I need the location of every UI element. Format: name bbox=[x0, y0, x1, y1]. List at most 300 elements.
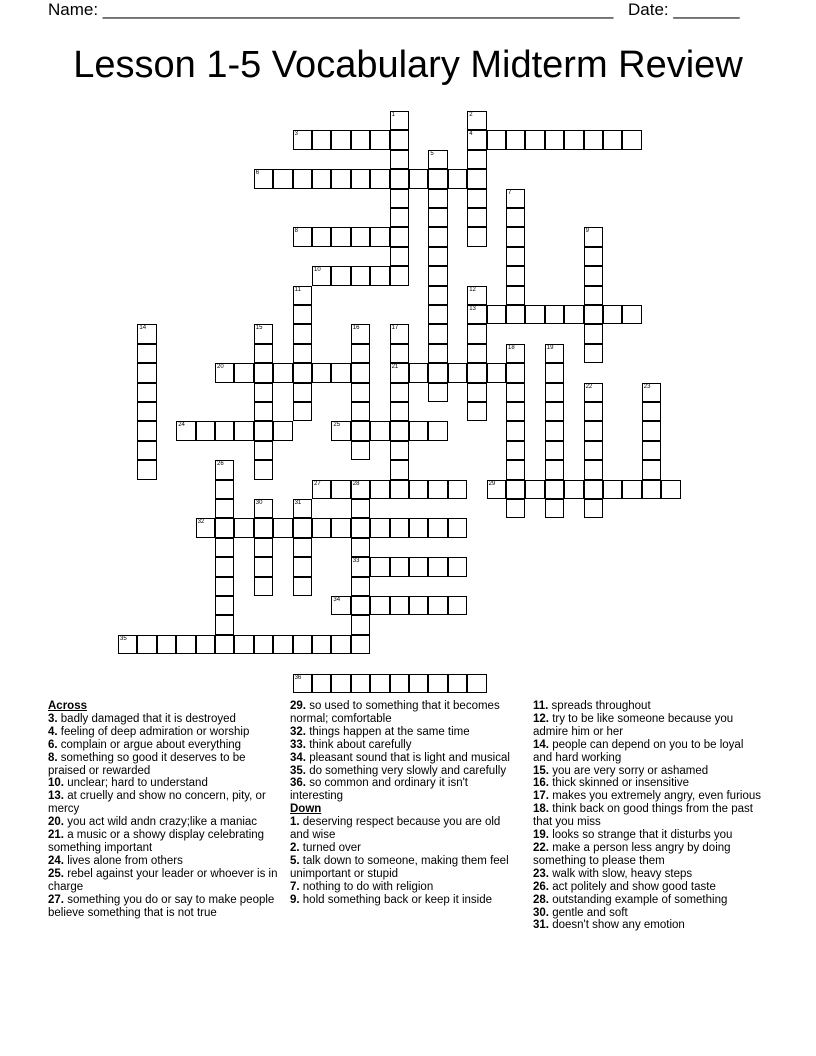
grid-cell[interactable] bbox=[390, 324, 409, 343]
clue-item bbox=[290, 881, 514, 894]
grid-cell[interactable] bbox=[584, 305, 603, 324]
grid-cell[interactable] bbox=[254, 363, 273, 382]
grid-cell[interactable] bbox=[584, 247, 603, 266]
grid-cell[interactable] bbox=[351, 169, 370, 188]
grid-cell[interactable] bbox=[467, 130, 486, 149]
grid-cell[interactable] bbox=[196, 421, 215, 440]
grid-cell[interactable] bbox=[370, 227, 389, 246]
grid-cell[interactable] bbox=[506, 286, 525, 305]
grid-cell[interactable] bbox=[293, 383, 312, 402]
grid-cell[interactable] bbox=[351, 538, 370, 557]
clue-number: 1. bbox=[290, 816, 300, 829]
grid-cell[interactable] bbox=[118, 635, 137, 654]
grid-cell[interactable] bbox=[525, 130, 544, 149]
grid-cell[interactable] bbox=[467, 150, 486, 169]
clue-number: 24. bbox=[48, 854, 64, 867]
clue-item bbox=[48, 739, 280, 752]
grid-cell[interactable] bbox=[331, 421, 350, 440]
grid-cell[interactable] bbox=[642, 480, 661, 499]
grid-cell[interactable] bbox=[293, 674, 312, 693]
grid-cell[interactable] bbox=[564, 305, 583, 324]
grid-cell[interactable] bbox=[428, 480, 447, 499]
grid-cell[interactable] bbox=[428, 363, 447, 382]
clue-number: 6. bbox=[48, 738, 58, 751]
grid-cell[interactable] bbox=[584, 441, 603, 460]
grid-cell[interactable] bbox=[273, 421, 292, 440]
grid-cell[interactable] bbox=[409, 169, 428, 188]
grid-cell[interactable] bbox=[273, 169, 292, 188]
grid-cell[interactable] bbox=[584, 480, 603, 499]
grid-cell[interactable] bbox=[137, 441, 156, 460]
grid-cell[interactable] bbox=[351, 130, 370, 149]
grid-cell[interactable] bbox=[312, 518, 331, 537]
grid-cell[interactable] bbox=[351, 518, 370, 537]
grid-cell[interactable] bbox=[603, 480, 622, 499]
grid-cell[interactable] bbox=[467, 189, 486, 208]
cell-number: 3 bbox=[294, 131, 298, 138]
grid-cell[interactable] bbox=[506, 208, 525, 227]
grid-cell[interactable] bbox=[351, 363, 370, 382]
grid-cell[interactable] bbox=[390, 383, 409, 402]
grid-cell[interactable] bbox=[137, 324, 156, 343]
grid-cell[interactable] bbox=[370, 421, 389, 440]
grid-cell[interactable] bbox=[254, 383, 273, 402]
grid-cell[interactable] bbox=[176, 635, 195, 654]
cell-number: 25 bbox=[333, 422, 341, 429]
clue-item bbox=[533, 739, 761, 765]
grid-cell[interactable] bbox=[215, 596, 234, 615]
grid-cell[interactable] bbox=[254, 344, 273, 363]
grid-cell[interactable] bbox=[409, 557, 428, 576]
grid-cell[interactable] bbox=[467, 402, 486, 421]
grid-cell[interactable] bbox=[390, 266, 409, 285]
grid-cell[interactable] bbox=[584, 286, 603, 305]
clue-text: make a person less angry by doing something to please them bbox=[533, 841, 731, 867]
grid-cell[interactable] bbox=[215, 615, 234, 634]
grid-cell[interactable] bbox=[351, 596, 370, 615]
grid-cell[interactable] bbox=[545, 460, 564, 479]
grid-cell[interactable] bbox=[545, 383, 564, 402]
grid-cell[interactable] bbox=[584, 383, 603, 402]
grid-cell[interactable] bbox=[545, 441, 564, 460]
grid-cell[interactable] bbox=[661, 480, 680, 499]
grid-cell[interactable] bbox=[642, 383, 661, 402]
clue-item bbox=[533, 700, 761, 713]
grid-cell[interactable] bbox=[584, 266, 603, 285]
clue-text: deserving respect because you are old and wise bbox=[290, 816, 501, 842]
grid-cell[interactable] bbox=[642, 402, 661, 421]
grid-cell[interactable] bbox=[603, 130, 622, 149]
grid-cell[interactable] bbox=[370, 674, 389, 693]
grid-cell[interactable] bbox=[157, 635, 176, 654]
grid-cell[interactable] bbox=[506, 421, 525, 440]
grid-cell[interactable] bbox=[448, 557, 467, 576]
grid-cell[interactable] bbox=[215, 480, 234, 499]
grid-cell[interactable] bbox=[428, 227, 447, 246]
grid-cell[interactable] bbox=[331, 480, 350, 499]
grid-cell[interactable] bbox=[351, 266, 370, 285]
clue-number: 25. bbox=[48, 867, 64, 880]
grid-cell[interactable] bbox=[584, 421, 603, 440]
grid-cell[interactable] bbox=[137, 383, 156, 402]
grid-cell[interactable] bbox=[176, 421, 195, 440]
clue-number: 23. bbox=[533, 867, 549, 880]
grid-cell[interactable] bbox=[603, 305, 622, 324]
grid-cell[interactable] bbox=[467, 227, 486, 246]
grid-cell[interactable] bbox=[525, 305, 544, 324]
grid-cell[interactable] bbox=[215, 460, 234, 479]
grid-cell[interactable] bbox=[390, 150, 409, 169]
grid-cell[interactable] bbox=[312, 130, 331, 149]
grid-cell[interactable] bbox=[487, 363, 506, 382]
grid-cell[interactable] bbox=[390, 460, 409, 479]
grid-cell[interactable] bbox=[390, 518, 409, 537]
grid-cell[interactable] bbox=[390, 111, 409, 130]
section-heading: Down bbox=[290, 803, 322, 816]
grid-cell[interactable] bbox=[293, 305, 312, 324]
grid-cell[interactable] bbox=[506, 305, 525, 324]
grid-cell[interactable] bbox=[137, 421, 156, 440]
grid-cell[interactable] bbox=[293, 538, 312, 557]
grid-cell[interactable] bbox=[428, 557, 447, 576]
clue-item bbox=[48, 726, 280, 739]
name-field[interactable]: Name: ______________________________________________________ bbox=[48, 0, 614, 19]
grid-cell[interactable] bbox=[467, 363, 486, 382]
grid-cell[interactable] bbox=[545, 421, 564, 440]
grid-cell[interactable] bbox=[506, 460, 525, 479]
grid-cell[interactable] bbox=[390, 421, 409, 440]
grid-cell[interactable] bbox=[506, 266, 525, 285]
cell-number: 23 bbox=[643, 383, 651, 390]
grid-cell[interactable] bbox=[390, 247, 409, 266]
grid-cell[interactable] bbox=[312, 266, 331, 285]
grid-cell[interactable] bbox=[428, 344, 447, 363]
clue-text: you are very sorry or ashamed bbox=[549, 764, 709, 777]
grid-cell[interactable] bbox=[390, 441, 409, 460]
grid-cell[interactable] bbox=[545, 305, 564, 324]
grid-cell[interactable] bbox=[370, 518, 389, 537]
grid-cell[interactable] bbox=[428, 286, 447, 305]
grid-cell[interactable] bbox=[467, 305, 486, 324]
grid-cell[interactable] bbox=[642, 441, 661, 460]
clue-item bbox=[290, 752, 514, 765]
grid-cell[interactable] bbox=[351, 615, 370, 634]
grid-cell[interactable] bbox=[487, 305, 506, 324]
grid-cell[interactable] bbox=[409, 596, 428, 615]
grid-cell[interactable] bbox=[254, 635, 273, 654]
grid-cell[interactable] bbox=[390, 480, 409, 499]
grid-cell[interactable] bbox=[467, 169, 486, 188]
grid-cell[interactable] bbox=[293, 635, 312, 654]
cell-number: 21 bbox=[391, 364, 399, 371]
grid-cell[interactable] bbox=[545, 480, 564, 499]
grid-cell[interactable] bbox=[390, 227, 409, 246]
cell-number: 30 bbox=[255, 500, 263, 506]
grid-cell[interactable] bbox=[370, 266, 389, 285]
grid-cell[interactable] bbox=[293, 577, 312, 596]
grid-cell[interactable] bbox=[545, 499, 564, 518]
grid-cell[interactable] bbox=[137, 460, 156, 479]
grid-cell[interactable] bbox=[293, 402, 312, 421]
clue-text: makes you extremely angry, even furious bbox=[549, 790, 761, 803]
grid-cell[interactable] bbox=[428, 189, 447, 208]
grid-cell[interactable] bbox=[254, 499, 273, 518]
grid-cell[interactable] bbox=[564, 130, 583, 149]
grid-cell[interactable] bbox=[137, 344, 156, 363]
grid-cell[interactable] bbox=[351, 402, 370, 421]
grid-cell[interactable] bbox=[254, 441, 273, 460]
grid-cell[interactable] bbox=[351, 227, 370, 246]
grid-cell[interactable] bbox=[390, 130, 409, 149]
cell-number: 7 bbox=[508, 189, 512, 196]
clue-item bbox=[48, 868, 280, 894]
grid-cell[interactable] bbox=[370, 557, 389, 576]
grid-cell[interactable] bbox=[215, 421, 234, 440]
clue-number: 7. bbox=[290, 880, 300, 893]
grid-cell[interactable] bbox=[506, 247, 525, 266]
grid-cell[interactable] bbox=[584, 460, 603, 479]
cell-number: 10 bbox=[314, 267, 321, 274]
grid-cell[interactable] bbox=[545, 344, 564, 363]
grid-cell[interactable] bbox=[390, 557, 409, 576]
grid-cell[interactable] bbox=[584, 402, 603, 421]
grid-cell[interactable] bbox=[351, 344, 370, 363]
grid-cell[interactable] bbox=[390, 344, 409, 363]
grid-cell[interactable] bbox=[409, 363, 428, 382]
clue-item bbox=[290, 726, 514, 739]
clue-text: so common and ordinary it isn't interesting bbox=[290, 777, 468, 803]
grid-cell[interactable] bbox=[448, 169, 467, 188]
grid-cell[interactable] bbox=[312, 480, 331, 499]
grid-cell[interactable] bbox=[215, 363, 234, 382]
grid-cell[interactable] bbox=[254, 402, 273, 421]
grid-cell[interactable] bbox=[642, 460, 661, 479]
grid-cell[interactable] bbox=[137, 635, 156, 654]
grid-cell[interactable] bbox=[273, 363, 292, 382]
grid-cell[interactable] bbox=[370, 480, 389, 499]
grid-cell[interactable] bbox=[331, 130, 350, 149]
grid-cell[interactable] bbox=[428, 266, 447, 285]
grid-cell[interactable] bbox=[293, 324, 312, 343]
grid-cell[interactable] bbox=[428, 150, 447, 169]
grid-cell[interactable] bbox=[331, 674, 350, 693]
grid-cell[interactable] bbox=[487, 480, 506, 499]
grid-cell[interactable] bbox=[428, 383, 447, 402]
grid-cell[interactable] bbox=[254, 324, 273, 343]
grid-cell[interactable] bbox=[273, 518, 292, 537]
grid-cell[interactable] bbox=[467, 383, 486, 402]
grid-cell[interactable] bbox=[390, 674, 409, 693]
grid-cell[interactable] bbox=[428, 169, 447, 188]
grid-cell[interactable] bbox=[409, 674, 428, 693]
clue-number: 26. bbox=[533, 880, 549, 893]
grid-cell[interactable] bbox=[254, 557, 273, 576]
grid-cell[interactable] bbox=[312, 363, 331, 382]
grid-cell[interactable] bbox=[293, 518, 312, 537]
grid-cell[interactable] bbox=[622, 305, 641, 324]
grid-cell[interactable] bbox=[215, 518, 234, 537]
grid-cell[interactable] bbox=[234, 518, 253, 537]
grid-cell[interactable] bbox=[331, 596, 350, 615]
grid-cell[interactable] bbox=[254, 538, 273, 557]
grid-cell[interactable] bbox=[448, 674, 467, 693]
grid-cell[interactable] bbox=[312, 674, 331, 693]
clue-column-2 bbox=[290, 700, 514, 907]
date-field[interactable]: Date: _______ bbox=[628, 0, 740, 19]
grid-cell[interactable] bbox=[137, 402, 156, 421]
grid-cell[interactable] bbox=[351, 324, 370, 343]
grid-cell[interactable] bbox=[293, 169, 312, 188]
grid-cell[interactable] bbox=[390, 402, 409, 421]
grid-cell[interactable] bbox=[331, 169, 350, 188]
grid-cell[interactable] bbox=[506, 130, 525, 149]
clue-text: do something very slowly and carefully bbox=[306, 764, 507, 777]
grid-cell[interactable] bbox=[351, 480, 370, 499]
grid-cell[interactable] bbox=[370, 130, 389, 149]
grid-cell[interactable] bbox=[390, 189, 409, 208]
grid-cell[interactable] bbox=[467, 111, 486, 130]
grid-cell[interactable] bbox=[409, 421, 428, 440]
grid-cell[interactable] bbox=[331, 518, 350, 537]
cell-number: 4 bbox=[469, 131, 473, 138]
grid-cell[interactable] bbox=[254, 460, 273, 479]
grid-cell[interactable] bbox=[293, 363, 312, 382]
grid-cell[interactable] bbox=[234, 363, 253, 382]
grid-cell[interactable] bbox=[254, 518, 273, 537]
grid-cell[interactable] bbox=[564, 480, 583, 499]
grid-cell[interactable] bbox=[293, 286, 312, 305]
grid-cell[interactable] bbox=[428, 305, 447, 324]
grid-cell[interactable] bbox=[215, 557, 234, 576]
clue-item bbox=[290, 739, 514, 752]
grid-cell[interactable] bbox=[351, 557, 370, 576]
grid-cell[interactable] bbox=[506, 227, 525, 246]
grid-cell[interactable] bbox=[390, 169, 409, 188]
grid-cell[interactable] bbox=[312, 227, 331, 246]
clue-number: 36. bbox=[290, 777, 306, 790]
grid-cell[interactable] bbox=[428, 674, 447, 693]
grid-cell[interactable] bbox=[370, 596, 389, 615]
grid-cell[interactable] bbox=[622, 480, 641, 499]
grid-cell[interactable] bbox=[215, 635, 234, 654]
grid-cell[interactable] bbox=[584, 499, 603, 518]
grid-cell[interactable] bbox=[331, 363, 350, 382]
grid-cell[interactable] bbox=[545, 363, 564, 382]
grid-cell[interactable] bbox=[390, 363, 409, 382]
grid-cell[interactable] bbox=[331, 227, 350, 246]
clue-item bbox=[290, 855, 514, 881]
grid-cell[interactable] bbox=[428, 324, 447, 343]
grid-cell[interactable] bbox=[351, 441, 370, 460]
grid-cell[interactable] bbox=[467, 344, 486, 363]
grid-cell[interactable] bbox=[428, 421, 447, 440]
grid-cell[interactable] bbox=[584, 227, 603, 246]
clue-text: act politely and show good taste bbox=[549, 880, 716, 893]
grid-cell[interactable] bbox=[215, 577, 234, 596]
grid-cell[interactable] bbox=[370, 169, 389, 188]
grid-cell[interactable] bbox=[293, 499, 312, 518]
grid-cell[interactable] bbox=[409, 480, 428, 499]
grid-cell[interactable] bbox=[312, 635, 331, 654]
grid-cell[interactable] bbox=[351, 635, 370, 654]
grid-cell[interactable] bbox=[506, 441, 525, 460]
cell-number: 15 bbox=[255, 325, 263, 332]
grid-cell[interactable] bbox=[584, 130, 603, 149]
grid-cell[interactable] bbox=[137, 363, 156, 382]
grid-cell[interactable] bbox=[312, 169, 331, 188]
grid-cell[interactable] bbox=[428, 596, 447, 615]
grid-cell[interactable] bbox=[428, 518, 447, 537]
grid-cell[interactable] bbox=[506, 344, 525, 363]
grid-cell[interactable] bbox=[215, 499, 234, 518]
grid-cell[interactable] bbox=[506, 189, 525, 208]
grid-cell[interactable] bbox=[196, 518, 215, 537]
grid-cell[interactable] bbox=[506, 402, 525, 421]
grid-cell[interactable] bbox=[487, 130, 506, 149]
grid-cell[interactable] bbox=[642, 421, 661, 440]
grid-cell[interactable] bbox=[448, 363, 467, 382]
grid-cell[interactable] bbox=[293, 344, 312, 363]
grid-cell[interactable] bbox=[293, 557, 312, 576]
grid-cell[interactable] bbox=[254, 421, 273, 440]
grid-cell[interactable] bbox=[467, 286, 486, 305]
grid-cell[interactable] bbox=[525, 480, 544, 499]
grid-cell[interactable] bbox=[448, 480, 467, 499]
grid-cell[interactable] bbox=[467, 324, 486, 343]
grid-cell[interactable] bbox=[234, 635, 253, 654]
grid-cell[interactable] bbox=[506, 480, 525, 499]
clue-text: spreads throughout bbox=[548, 700, 651, 712]
grid-cell[interactable] bbox=[234, 421, 253, 440]
grid-cell[interactable] bbox=[351, 674, 370, 693]
clue-number: 31. bbox=[533, 919, 549, 932]
grid-cell[interactable] bbox=[428, 247, 447, 266]
grid-cell[interactable] bbox=[506, 363, 525, 382]
grid-cell[interactable] bbox=[351, 383, 370, 402]
grid-cell[interactable] bbox=[467, 208, 486, 227]
grid-cell[interactable] bbox=[584, 324, 603, 343]
grid-cell[interactable] bbox=[428, 208, 447, 227]
grid-cell[interactable] bbox=[545, 130, 564, 149]
grid-cell[interactable] bbox=[254, 577, 273, 596]
grid-cell[interactable] bbox=[273, 635, 292, 654]
grid-cell[interactable] bbox=[351, 577, 370, 596]
grid-cell[interactable] bbox=[254, 169, 273, 188]
grid-cell[interactable] bbox=[215, 538, 234, 557]
grid-cell[interactable] bbox=[293, 130, 312, 149]
grid-cell[interactable] bbox=[622, 130, 641, 149]
grid-cell[interactable] bbox=[545, 402, 564, 421]
cell-number: 32 bbox=[197, 519, 205, 526]
grid-cell[interactable] bbox=[448, 596, 467, 615]
grid-cell[interactable] bbox=[506, 383, 525, 402]
clue-text: doesn't show any emotion bbox=[549, 919, 685, 932]
grid-cell[interactable] bbox=[390, 596, 409, 615]
grid-cell[interactable] bbox=[584, 344, 603, 363]
grid-cell[interactable] bbox=[351, 499, 370, 518]
grid-cell[interactable] bbox=[331, 266, 350, 285]
grid-cell[interactable] bbox=[390, 208, 409, 227]
grid-cell[interactable] bbox=[409, 518, 428, 537]
clue-item bbox=[533, 907, 761, 920]
grid-cell[interactable] bbox=[196, 635, 215, 654]
grid-cell[interactable] bbox=[467, 674, 486, 693]
grid-cell[interactable] bbox=[351, 421, 370, 440]
grid-cell[interactable] bbox=[448, 518, 467, 537]
grid-cell[interactable] bbox=[331, 635, 350, 654]
grid-cell[interactable] bbox=[293, 227, 312, 246]
grid-cell[interactable] bbox=[506, 499, 525, 518]
